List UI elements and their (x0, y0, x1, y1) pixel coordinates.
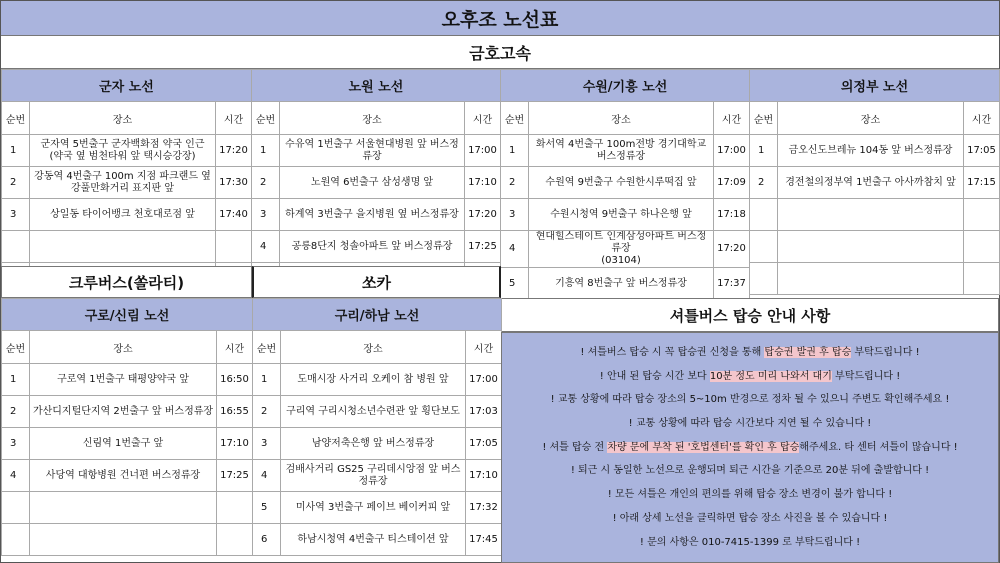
col-time: 시간 (466, 331, 502, 364)
col-order: 순번 (2, 102, 30, 135)
stop-time: 17:20 (216, 135, 252, 167)
table-row (2, 492, 253, 524)
stop-order (750, 199, 778, 231)
highlight: 차량 문에 부착 된 '호법센터'를 확인 후 탑승 (607, 441, 800, 453)
stop-order: 2 (2, 396, 30, 428)
col-place: 장소 (30, 102, 216, 135)
table-row (2, 428, 253, 460)
col-place: 장소 (778, 102, 964, 135)
route-name: 수원/기흥 노선 (501, 70, 750, 102)
col-order: 순번 (750, 102, 778, 135)
table-row (252, 135, 501, 167)
stop-time: 17:05 (466, 428, 502, 460)
stop-place: 미사역 3번출구 페이브 베이커피 앞 (281, 492, 466, 524)
stop-time (964, 231, 1000, 263)
route-name: 구리/하남 노선 (253, 299, 502, 331)
stop-time: 17:00 (465, 135, 501, 167)
notice-line: ! 교통 상황에 따라 탑승 시간보다 지연 될 수 있습니다 ! (628, 418, 872, 430)
stop-order: 4 (501, 231, 529, 268)
stop-place: 금오신도브레뉴 104동 앞 버스정류장 (778, 135, 964, 167)
stop-time: 17:09 (714, 167, 750, 199)
stop-order (750, 231, 778, 263)
stop-order: 3 (253, 428, 281, 460)
stop-order: 1 (253, 364, 281, 396)
stop-time: 17:00 (714, 135, 750, 167)
table-row (253, 428, 502, 460)
table-row (2, 167, 252, 199)
notice-line: ! 퇴근 시 동일한 노선으로 운행되며 퇴근 시간을 기준으로 20분 뒤에 출발합니다 ! (570, 465, 930, 477)
stop-place: 경전철의정부역 1번출구 아사까참치 앞 (778, 167, 964, 199)
route-table-guri (252, 298, 502, 556)
stop-time: 17:37 (714, 268, 750, 300)
table-row (501, 135, 750, 167)
stop-order: 2 (253, 396, 281, 428)
notice-line: ! 아래 상세 노선을 클릭하면 탑승 장소 사진을 볼 수 있습니다 ! (612, 512, 888, 524)
stop-time: 17:25 (465, 231, 501, 263)
notice-line: ! 셔틀버스 탑승 시 꼭 탑승권 신청을 통해 탑승권 발권 후 탑승 부탁드립니다 ! (580, 347, 920, 358)
stop-order: 3 (252, 199, 280, 231)
stop-time: 17:18 (714, 199, 750, 231)
socar-title: 쏘카 (252, 266, 501, 298)
route-table-gunja (1, 69, 252, 295)
stop-time: 16:55 (217, 396, 253, 428)
notice-line: ! 셔틀 탑승 전 차량 문에 부착 된 '호법센터'를 확인 후 탑승해주세요. 타 센터 셔틀이 많습니다 ! (542, 441, 958, 453)
col-order: 순번 (253, 331, 281, 364)
stop-place: 하계역 3번출구 을지병원 옆 버스정류장 (280, 199, 465, 231)
stop-place: 검배사거리 GS25 구리데시앙점 앞 버스정류장 (281, 460, 466, 492)
table-row (2, 135, 252, 167)
col-time: 시간 (216, 102, 252, 135)
stop-order (2, 231, 30, 263)
stop-time: 17:30 (216, 167, 252, 199)
col-order: 순번 (501, 102, 529, 135)
stop-time: 17:25 (217, 460, 253, 492)
table-row (2, 199, 252, 231)
table-row (2, 231, 252, 263)
stop-place: 강동역 4번출구 100m 지점 파크랜드 옆 강풀만화거리 표지판 앞 (30, 167, 216, 199)
stop-time: 17:10 (465, 167, 501, 199)
stop-order: 2 (2, 167, 30, 199)
stop-order (2, 524, 30, 556)
stop-order: 2 (750, 167, 778, 199)
table-row (253, 460, 502, 492)
col-place: 장소 (281, 331, 466, 364)
stop-order: 1 (2, 135, 30, 167)
table-row (253, 396, 502, 428)
table-row (2, 364, 253, 396)
table-row (252, 231, 501, 263)
stop-time (964, 199, 1000, 231)
table-row (750, 199, 1000, 231)
route-name: 노원 노선 (252, 70, 501, 102)
stop-order: 1 (252, 135, 280, 167)
stop-place: 도매시장 사거리 오케이 참 병원 앞 (281, 364, 466, 396)
stop-place: 구로역 1번출구 태평양약국 앞 (30, 364, 217, 396)
notice-line: ! 교통 상황에 따라 탑승 장소의 5~10m 반경으로 정차 될 수 있으니 주변도 확인해주세요 ! (550, 394, 950, 406)
stop-place: 수유역 1번출구 서울현대병원 앞 버스정류장 (280, 135, 465, 167)
stop-order: 3 (2, 428, 30, 460)
col-time: 시간 (714, 102, 750, 135)
stop-place (778, 263, 964, 295)
notice-line: ! 문의 사항은 010-7415-1399 로 부탁드립니다 ! (639, 536, 861, 548)
stop-order: 3 (2, 199, 30, 231)
table-row (253, 364, 502, 396)
stop-place (778, 199, 964, 231)
route-table-nowon (251, 69, 501, 295)
table-row (750, 263, 1000, 295)
col-time: 시간 (465, 102, 501, 135)
stop-order: 4 (253, 460, 281, 492)
stop-place: 군자역 5번출구 군자백화점 약국 인근 (약국 옆 범천타워 앞 택시승강장) (30, 135, 216, 167)
stop-place: 공릉8단지 청솔아파트 앞 버스정류장 (280, 231, 465, 263)
stop-time (964, 263, 1000, 295)
company-title: 금호고속 (1, 36, 999, 69)
stop-time: 17:20 (465, 199, 501, 231)
stop-order: 6 (253, 524, 281, 556)
stop-order: 4 (2, 460, 30, 492)
notice-line: ! 모든 셔틀은 개인의 편의를 위해 탑승 장소 변경이 불가 합니다 ! (607, 489, 893, 501)
table-row (750, 231, 1000, 263)
stop-time (216, 231, 252, 263)
stop-order: 4 (252, 231, 280, 263)
notice-panel (501, 332, 999, 563)
stop-place: 수원역 9번출구 수원한시루떡집 앞 (529, 167, 714, 199)
table-row (501, 167, 750, 199)
stop-place (30, 492, 217, 524)
stop-time: 16:50 (217, 364, 253, 396)
stop-place: 사당역 대항병원 건너편 버스정류장 (30, 460, 217, 492)
table-row (2, 396, 253, 428)
col-time: 시간 (964, 102, 1000, 135)
stop-place: 수원시청역 9번출구 하나은행 앞 (529, 199, 714, 231)
stop-place: 하남시청역 4번출구 티스테이션 앞 (281, 524, 466, 556)
stop-place: 남양저축은행 앞 버스정류장 (281, 428, 466, 460)
col-place: 장소 (30, 331, 217, 364)
highlight: 탑승권 발권 후 탑승 (764, 347, 852, 358)
stop-time: 17:45 (466, 524, 502, 556)
route-name: 의정부 노선 (750, 70, 1000, 102)
stop-order: 1 (750, 135, 778, 167)
col-order: 순번 (252, 102, 280, 135)
stop-place (30, 524, 217, 556)
stop-time: 17:00 (466, 364, 502, 396)
crubus-title: 크루버스(쏠라티) (1, 266, 252, 298)
col-place: 장소 (529, 102, 714, 135)
stop-place: 상일동 타이어뱅크 천호대로점 앞 (30, 199, 216, 231)
stop-place: 구리역 구리시청소년수련관 앞 횡단보도 (281, 396, 466, 428)
stop-place: 화서역 4번출구 100m전방 경기대학교 버스정류장 (529, 135, 714, 167)
stop-place: 신림역 1번출구 앞 (30, 428, 217, 460)
stop-order: 3 (501, 199, 529, 231)
stop-order: 1 (2, 364, 30, 396)
table-row (253, 524, 502, 556)
stop-order: 5 (253, 492, 281, 524)
page-title: 오후조 노선표 (1, 1, 999, 36)
table-row (750, 135, 1000, 167)
stop-time: 17:15 (964, 167, 1000, 199)
col-order: 순번 (2, 331, 30, 364)
stop-time: 17:32 (466, 492, 502, 524)
highlight: 10분 정도 미리 나와서 대기 (709, 370, 832, 382)
stop-time: 17:20 (714, 231, 750, 268)
route-name: 군자 노선 (2, 70, 252, 102)
stop-order (2, 492, 30, 524)
stop-place (778, 231, 964, 263)
stop-time (217, 524, 253, 556)
notice-title: 셔틀버스 탑승 안내 사항 (501, 298, 999, 332)
stop-place (30, 231, 216, 263)
stop-place: 노원역 6번출구 삼성생명 앞 (280, 167, 465, 199)
stop-place: 현대힐스테이트 인계삼성아파트 버스정류장 (03104) (529, 231, 714, 268)
table-row (501, 199, 750, 231)
table-row (252, 199, 501, 231)
table-row (501, 268, 750, 300)
table-row (2, 460, 253, 492)
route-table-uijeongbu (749, 69, 1000, 295)
stop-time: 17:03 (466, 396, 502, 428)
route-table-guro (1, 298, 253, 556)
stop-time (217, 492, 253, 524)
notice-line: ! 안내 된 탑승 시간 보다 10분 정도 미리 나와서 대기 부탁드립니다 ! (599, 370, 901, 382)
table-row (750, 167, 1000, 199)
stop-place: 가산디지털단지역 2번출구 앞 버스정류장 (30, 396, 217, 428)
table-row (501, 231, 750, 268)
stop-time: 17:10 (466, 460, 502, 492)
stop-order: 5 (501, 268, 529, 300)
table-row (2, 524, 253, 556)
stop-order (750, 263, 778, 295)
stop-order: 2 (501, 167, 529, 199)
stop-time: 17:05 (964, 135, 1000, 167)
stop-time: 17:10 (217, 428, 253, 460)
table-row (252, 167, 501, 199)
stop-place: 기흥역 8번출구 앞 버스정류장 (529, 268, 714, 300)
col-time: 시간 (217, 331, 253, 364)
stop-time: 17:40 (216, 199, 252, 231)
table-row (253, 492, 502, 524)
route-name: 구로/신림 노선 (2, 299, 253, 331)
stop-order: 2 (252, 167, 280, 199)
col-place: 장소 (280, 102, 465, 135)
stop-order: 1 (501, 135, 529, 167)
route-table-suwon (500, 69, 750, 300)
